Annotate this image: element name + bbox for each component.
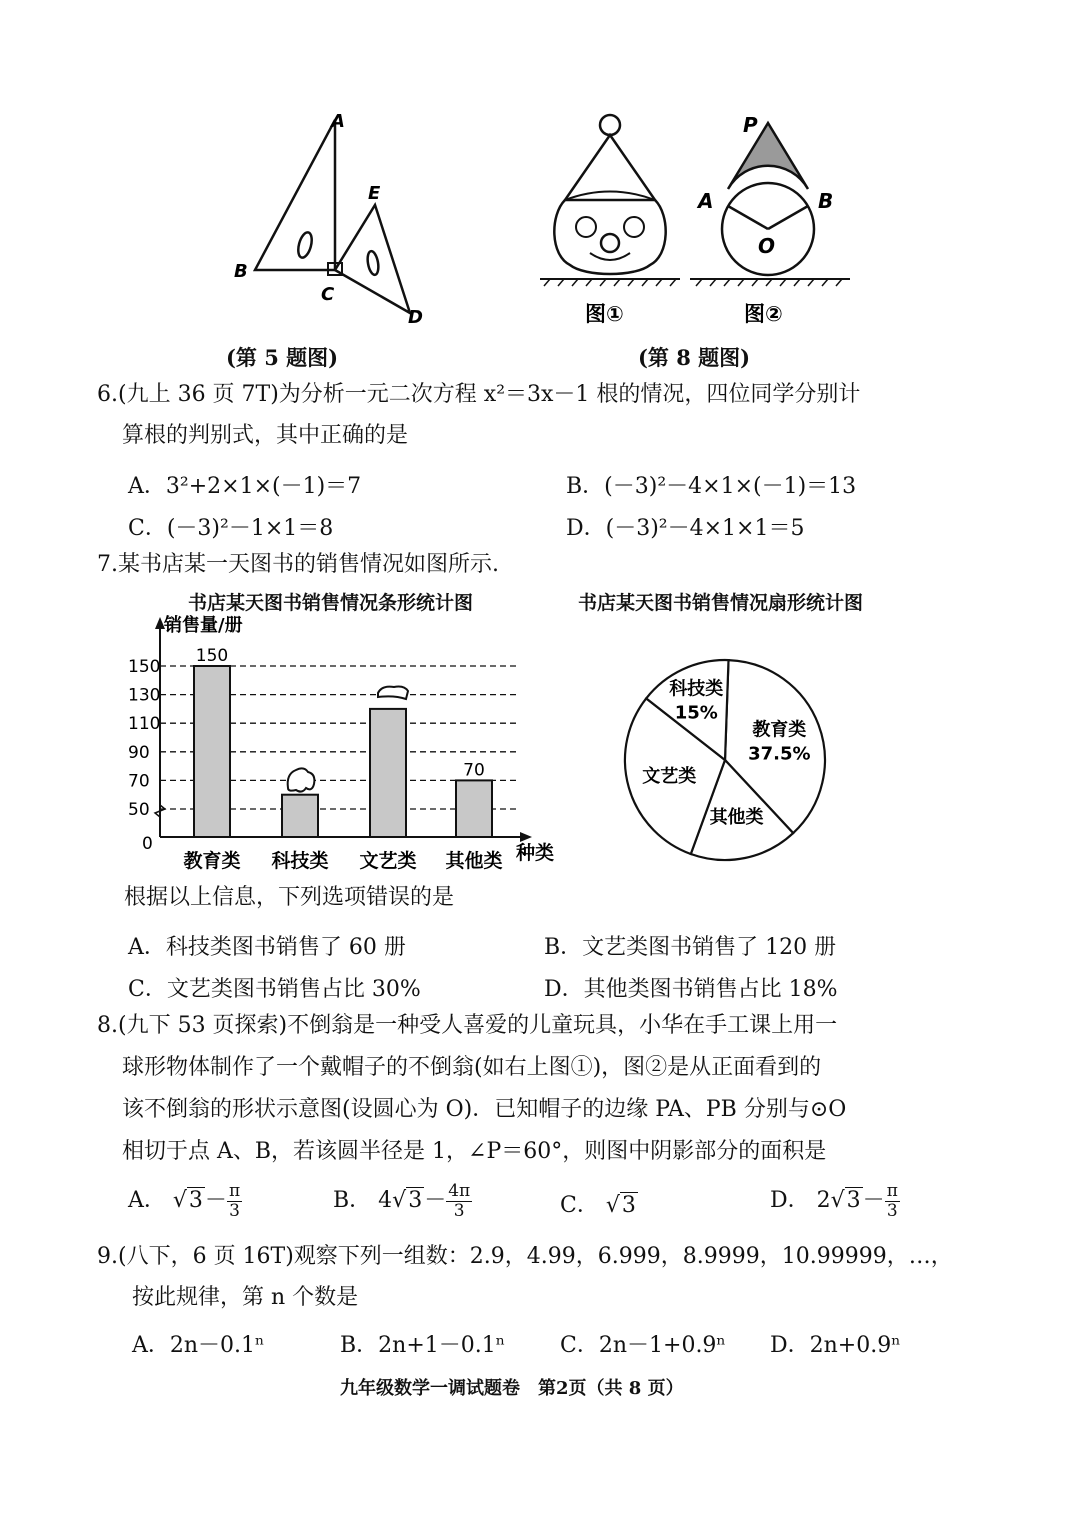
- option-text: 文艺类图书销售占比 30%: [166, 977, 421, 1002]
- x-axis-arrow: [520, 832, 532, 842]
- fig8-caption: (第 8 题图): [638, 345, 751, 370]
- option-fraction: [446, 1182, 472, 1220]
- fig5-caption: (第 5 题图): [226, 345, 339, 370]
- x-tick-label: 文艺类: [359, 850, 417, 872]
- frac-num: π: [886, 1181, 898, 1201]
- frac-num: 4π: [448, 1181, 471, 1201]
- option-text: (－3)²－1×1＝8: [166, 516, 334, 541]
- option-minus: －: [204, 1188, 227, 1214]
- option-label: A．: [132, 1333, 170, 1358]
- bar: [456, 780, 492, 837]
- option-label: B．: [333, 1188, 372, 1214]
- frac-den: 3: [886, 1200, 898, 1221]
- option-text: 3²+2×1×(－1)＝7: [165, 474, 362, 499]
- option-minus: －: [424, 1188, 447, 1214]
- option-label: A．: [128, 935, 166, 960]
- q8-stem-line3: 该不倒翁的形状示意图(设圆心为 O)．已知帽子的边缘 PA、PB 分别与⊙O: [122, 1097, 847, 1122]
- bar-value-label: 70: [463, 760, 485, 781]
- q7-option-d[interactable]: [544, 972, 838, 1003]
- fig5-label-E: E: [368, 183, 381, 204]
- option-label: C．: [128, 977, 167, 1002]
- option-label: B．: [566, 474, 605, 499]
- pie-slice-value: 37.5%: [748, 743, 811, 765]
- option-label: D．: [544, 977, 584, 1002]
- y-tick-label: 0: [142, 834, 153, 854]
- x-tick-label: 教育类: [183, 850, 241, 872]
- option-label: C．: [560, 1333, 599, 1358]
- pie-slice-label: 其他类: [709, 806, 764, 828]
- option-text: 2n－0.1ⁿ: [169, 1333, 265, 1358]
- y-tick-label: 150: [128, 657, 161, 677]
- y-tick-label: 110: [128, 714, 161, 735]
- option-label: C．: [128, 516, 167, 541]
- option-radicand: 3: [846, 1188, 861, 1214]
- x-axis-title: 种类: [516, 842, 555, 864]
- option-fraction: [227, 1182, 242, 1220]
- page-footer: 九年级数学一调试题卷 第2页（共 8 页）: [340, 1378, 684, 1399]
- q6-option-b[interactable]: [566, 469, 856, 500]
- fig8-label-O: O: [758, 234, 776, 258]
- option-text: (－3)²－4×1×1＝5: [605, 516, 805, 541]
- q7-option-c[interactable]: [128, 972, 421, 1003]
- fig5-label-C: C: [321, 284, 335, 305]
- q8-stem-line1: 8.(九下 53 页探索)不倒翁是一种受人喜爱的儿童玩具，小华在手工课上用一: [97, 1013, 838, 1038]
- fig8-fig2-label: 图②: [744, 302, 783, 326]
- q8-option-b[interactable]: B． 4√3－ $\frac{4\pi}{3}$: [333, 1181, 471, 1221]
- option-label: A．: [128, 1188, 166, 1214]
- q6-stem-line2: 算根的判别式，其中正确的是: [122, 423, 409, 448]
- bar-value-label: 150: [195, 646, 229, 666]
- option-text: 2n+0.9ⁿ: [809, 1333, 901, 1358]
- x-tick-label: 科技类: [271, 850, 329, 872]
- q7-stem: 7.某书店某一天图书的销售情况如图所示.: [97, 552, 499, 577]
- option-label: B．: [340, 1333, 379, 1358]
- fig5-label-B: B: [234, 261, 248, 282]
- q6-option-a[interactable]: [128, 469, 361, 500]
- q8-stem-line2: 球形物体制作了一个戴帽子的不倒翁(如右上图①)，图②是从正面看到的: [122, 1055, 822, 1080]
- option-label: D．: [770, 1333, 810, 1358]
- q7-option-a[interactable]: [128, 930, 406, 961]
- bar-chart-title: 书店某天图书销售情况条形统计图: [188, 592, 474, 614]
- q6-stem-line1: 6.(九上 36 页 7T)为分析一元二次方程 x²＝3x－1 根的情况，四位同学分别计: [97, 382, 861, 407]
- q8-option-d[interactable]: D． 2√3－ $\frac{\pi}{3}$: [770, 1181, 898, 1221]
- y-tick-label: 70: [128, 771, 150, 792]
- fig5-label-D: D: [408, 307, 423, 328]
- q8-stem-line4: 相切于点 A、B，若该圆半径是 1，∠P＝60°，则图中阴影部分的面积是: [122, 1139, 827, 1164]
- fig8-fig1-label: 图①: [585, 302, 624, 326]
- option-radicand: 3: [621, 1193, 636, 1218]
- x-tick-label: 其他类: [445, 850, 503, 872]
- option-text: 2n+1－0.1ⁿ: [378, 1333, 506, 1358]
- q9-stem-line2: 按此规律，第 n 个数是: [132, 1285, 359, 1310]
- bar: [282, 795, 318, 837]
- y-tick-label: 50: [128, 800, 150, 820]
- q9-option-c[interactable]: [560, 1328, 726, 1359]
- pie-slice-label: 文艺类: [642, 765, 697, 787]
- option-label: B．: [544, 935, 583, 960]
- q9-option-d[interactable]: [770, 1328, 901, 1359]
- pie-chart-title: 书店某天图书销售情况扇形统计图: [578, 592, 864, 614]
- q6-option-c[interactable]: [128, 511, 333, 542]
- y-tick-label: 130: [128, 685, 161, 706]
- option-label: D．: [770, 1188, 810, 1214]
- option-coef: 2: [816, 1188, 831, 1214]
- fig8-label-B: B: [818, 189, 834, 213]
- option-radicand: 3: [408, 1188, 423, 1214]
- pie-slice-label: 科技类: [669, 678, 724, 700]
- fig5-label-A: A: [331, 111, 345, 132]
- option-label: D．: [566, 516, 606, 541]
- pie-slice-value: 15%: [674, 702, 718, 724]
- pie-chart: [615, 650, 835, 870]
- y-axis-title: 销售量/册: [164, 615, 243, 636]
- fig8-label-A: A: [698, 189, 714, 213]
- option-text: 科技类图书销售了 60 册: [165, 935, 406, 960]
- option-radicand: 3: [188, 1188, 203, 1214]
- frac-den: 3: [453, 1200, 465, 1221]
- option-minus: －: [862, 1188, 885, 1214]
- option-text: 2n－1+0.9ⁿ: [598, 1333, 726, 1358]
- option-label: C．: [560, 1193, 599, 1218]
- bar-obscuring-mark: [378, 687, 408, 700]
- bar: [370, 709, 406, 837]
- bar: [194, 666, 230, 837]
- frac-num: π: [228, 1181, 241, 1201]
- q8-option-c[interactable]: C． √3: [560, 1193, 636, 1218]
- q7-option-b[interactable]: [544, 930, 836, 961]
- q8-option-a[interactable]: A． √3－ $\frac{\pi}{3}$: [128, 1181, 241, 1221]
- q9-option-a[interactable]: [132, 1328, 265, 1359]
- q6-option-d[interactable]: [566, 511, 804, 542]
- fig8-label-P: P: [743, 113, 758, 137]
- option-label: A．: [128, 474, 166, 499]
- option-coef: 4: [378, 1188, 393, 1214]
- q7-question: 根据以上信息，下列选项错误的是: [124, 885, 455, 910]
- pie-slice-label: 教育类: [752, 719, 807, 741]
- bar-obscuring-mark: [288, 768, 315, 791]
- figure-5: [225, 105, 435, 330]
- option-fraction: [885, 1182, 900, 1220]
- figure-8: [530, 105, 860, 335]
- q9-option-b[interactable]: [340, 1328, 505, 1359]
- option-text: 其他类图书销售占比 18%: [583, 977, 838, 1002]
- y-tick-label: 90: [128, 742, 150, 763]
- q9-stem-line1: 9.(八下，6 页 16T)观察下列一组数：2.9，4.99，6.999，8.9999，10.99999，…，: [97, 1244, 953, 1269]
- bar-chart: [128, 615, 568, 885]
- option-text: (－3)²－4×1×(－1)＝13: [604, 474, 857, 499]
- frac-den: 3: [229, 1200, 240, 1221]
- option-text: 文艺类图书销售了 120 册: [582, 935, 837, 960]
